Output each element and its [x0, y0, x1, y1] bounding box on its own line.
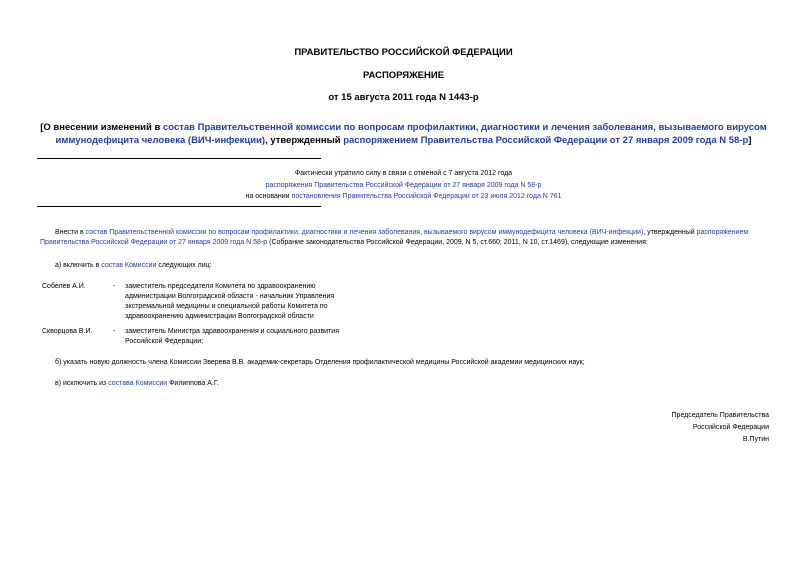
item-b: б) указать новую должность члена Комиссии Зверева В.В. академик-секретарь Отделения профилактической медицины Российской академии медицинских наук; [55, 359, 585, 366]
title-link-order[interactable]: распоряжением Правительства Российской Федерации от 27 января 2009 года N 58-р [343, 135, 749, 146]
item-c [55, 379, 219, 389]
title-link-commission[interactable]: состав Правительственной комиссии по вопросам профилактики, диагностики и лечения заболевания, вызываемого вирусом иммунодефицита человека (ВИЧ-инфекции) [55, 122, 767, 146]
divider-bottom [37, 206, 321, 207]
intro-end: (Собрание законодательства Российской Федерации, 2009, N 5, ст.660; 2011, N 10, ст.1469), следующие изменения: [267, 239, 648, 246]
title-close: ] [748, 135, 752, 146]
intro-mid: , утвержденный [643, 229, 697, 236]
signature-country: Российской Федерации [692, 424, 769, 431]
person-position-line: заместитель председателя Комитета по здравоохранению [125, 283, 316, 290]
person-dash: - [113, 283, 116, 290]
person-position [125, 327, 339, 347]
intro-paragraph [40, 228, 770, 248]
document-title [40, 121, 767, 147]
status-note-line3 [0, 191, 807, 203]
document-type-heading: РАСПОРЯЖЕНИЕ [362, 70, 445, 81]
divider-top [37, 158, 321, 159]
intro-link-commission[interactable]: состав Правительственной комиссии по вопросам профилактики, диагностики и лечения заболевания, вызываемого вирусом иммунодефицита человека (ВИЧ-инфекции) [85, 229, 644, 236]
title-mid: , утвержденный [265, 135, 344, 146]
person-position-line: администрации Волгоградской области - начальник Управления [125, 293, 335, 300]
person-name: Собелев А.И. [42, 283, 86, 290]
signature-name: В.Путин [742, 436, 769, 443]
item-a [55, 261, 212, 271]
item-a-suffix: следующих лиц: [156, 262, 212, 269]
government-heading: ПРАВИТЕЛЬСТВО РОССИЙСКОЙ ФЕДЕРАЦИИ [294, 47, 513, 58]
intro-start: Внести в [55, 229, 86, 236]
signature-block [672, 410, 769, 446]
person-position-line: заместитель Министра здравоохранения и социального развития [125, 328, 339, 335]
intro-link-order[interactable]: распоряжением Правительства Российской Федерации от 27 января 2009 года N 58-р [40, 229, 749, 246]
item-c-prefix: в) исключить из [55, 380, 109, 387]
document-date-number: от 15 августа 2011 года N 1443-р [328, 92, 479, 103]
person-position [125, 282, 334, 322]
person-name: Скворцова В.И. [42, 328, 93, 335]
person-dash: - [113, 328, 116, 335]
status-note-line3-prefix: на основании [245, 193, 292, 200]
item-c-suffix: Филиппова А.Г. [167, 380, 219, 387]
person-position-line: здравоохранению администрации Волгоградской области [125, 313, 314, 320]
status-note-line1: Фактически утратило силу в связи с отменой с 7 августа 2012 года [294, 170, 513, 177]
person-position-line: Российской Федерации; [125, 338, 204, 345]
item-a-link[interactable]: состав Комиссии [101, 262, 157, 269]
item-c-link[interactable]: состава Комиссии [108, 380, 168, 387]
item-a-prefix: а) включить в [55, 262, 102, 269]
signature-title: Председатель Правительства [671, 412, 769, 419]
title-open: [О внесении изменений в [40, 122, 163, 133]
person-position-line: экстремальной медицины и специальной работы Комитета по [125, 303, 328, 310]
status-note-link-decree[interactable]: постановления Правительства Российской Федерации от 23 июля 2012 года N 761 [291, 193, 562, 200]
status-note-link-order[interactable]: распоряжения Правительства Российской Федерации от 27 января 2009 года N 58-р [265, 182, 542, 189]
